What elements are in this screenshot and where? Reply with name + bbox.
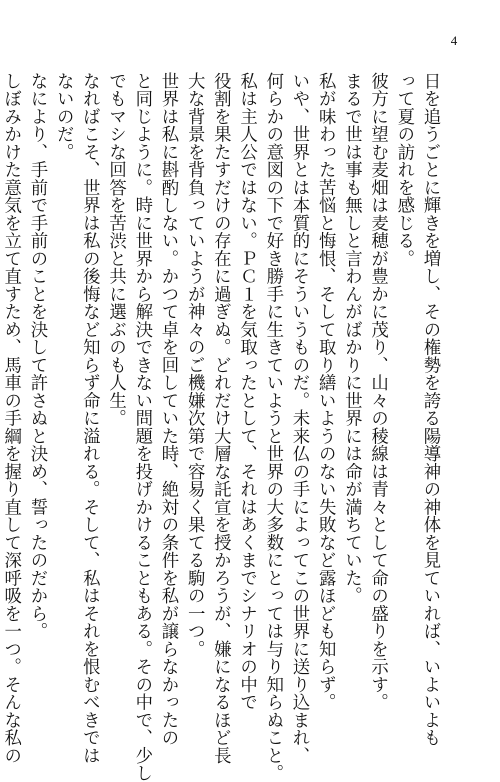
text-line: 私が味わった苦悩と悔恨、そして取り繕いようのない失敗など露ほども知らず。 — [315, 72, 336, 711]
text-line: 何らかの意図の下で好き勝手に生きていようと世界の大多数にとっては与り知らぬこと。 — [262, 72, 283, 782]
vertical-text-body — [0, 72, 443, 782]
text-line: 役割を果たすだけの存在に過ぎぬ。どれだけ大層な託宣を授かろうが、嫌になるほど長 — [210, 72, 231, 765]
text-line: なにより、手前で手前のことを決して許さぬと決め、誓ったのだから。 — [26, 72, 47, 640]
text-line: 彼方に望む麦畑は麦穂が豊かに茂り、山々の稜線は青々として命の盛りを示す。 — [367, 72, 388, 711]
text-line: いや、世界とは本質的にそういうものだ。未来仏の手によってこの世界に送り込まれ、 — [288, 72, 309, 765]
text-line: 大な背景を背負っていようが神々のご機嫌次第で容易く果てる駒の一つ。 — [184, 72, 205, 658]
text-line: 世界は私に斟酌しない。かつて卓を回していた時、絶対の条件を私が譲らなかったの — [157, 72, 178, 747]
text-line: でもマシな回答を苦渋と共に選ぶのも人生。 — [105, 72, 126, 427]
text-line: って夏の訪れを感じる。 — [393, 72, 414, 268]
text-line: しぼみかけた意気を立て直すため、馬車の手綱を握り直して深呼吸を一つ。そんな私の — [0, 72, 21, 765]
text-line: なればこそ、世界は私の後悔など知らず命に溢れる。そして、私はそれを恨むべきでは — [79, 72, 100, 765]
text-line: 私は主人公ではない。ＰＣ１を気取ったとして、それはあくまでシナリオの中で — [236, 72, 257, 711]
text-line: まるで世は事も無しと言わんがばかりに世界には命が満ちていた。 — [341, 72, 362, 605]
text-line: 日を追うごとに輝きを増し、その権勢を誇る陽導神の神体を見ていれば、いよいよも — [420, 72, 440, 747]
text-line: と同じように。時に世界から解決できない問題を投げかけることもある。その中で、少し — [131, 72, 152, 782]
page-number: 4 — [450, 33, 458, 48]
text-line: ないのだ。 — [53, 72, 74, 161]
